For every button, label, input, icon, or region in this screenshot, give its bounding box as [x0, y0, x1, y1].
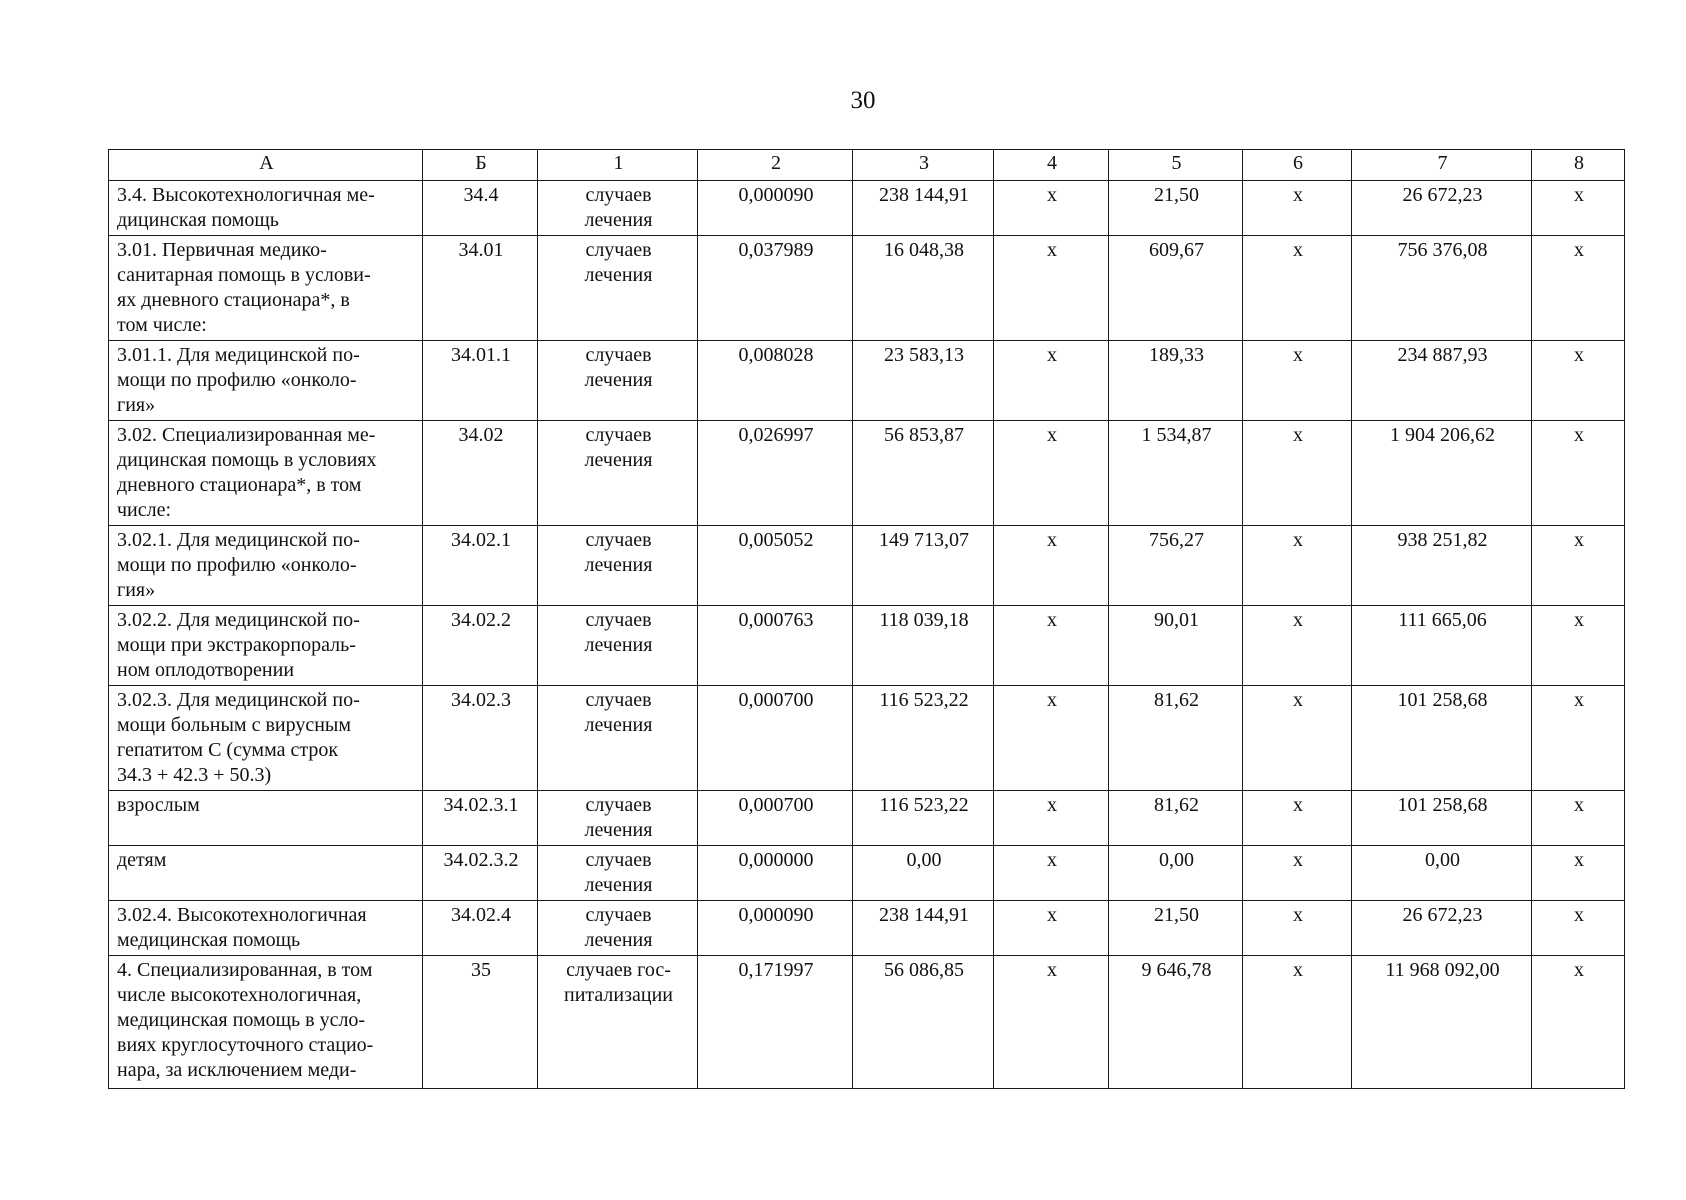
row-value-col5: 756,27: [1109, 526, 1243, 606]
row-value-col3: 238 144,91: [853, 181, 994, 236]
row-value-col5: 90,01: [1109, 606, 1243, 686]
row-code-cell: 34.02.2: [423, 606, 538, 686]
row-value-col3: 16 048,38: [853, 236, 994, 341]
row-unit-cell: случаев лечения: [538, 791, 698, 846]
row-code-cell: 34.02.1: [423, 526, 538, 606]
row-value-col2: 0,000090: [698, 181, 853, 236]
row-value-col7: 26 672,23: [1352, 181, 1532, 236]
row-value-col7: 26 672,23: [1352, 901, 1532, 956]
row-unit-cell: случаев лечения: [538, 846, 698, 901]
row-code-cell: 35: [423, 956, 538, 1089]
table-row: [109, 846, 1625, 901]
table-row: [109, 686, 1625, 791]
row-value-col8: х: [1532, 791, 1625, 846]
row-value-col5: 189,33: [1109, 341, 1243, 421]
row-value-col2: 0,000090: [698, 901, 853, 956]
row-value-col6: х: [1243, 901, 1352, 956]
row-value-col2: 0,005052: [698, 526, 853, 606]
row-value-col4: х: [994, 341, 1109, 421]
row-name-cell: 3.02.3. Для медицинской по- мощи больным с вирусным гепатитом С (сумма строк 34.3 + 42.3 + 50.3): [109, 686, 423, 791]
table-row: [109, 421, 1625, 526]
row-unit-cell: случаев лечения: [538, 236, 698, 341]
row-value-col6: х: [1243, 421, 1352, 526]
row-unit-cell: случаев гос- питализации: [538, 956, 698, 1089]
row-value-col3: 23 583,13: [853, 341, 994, 421]
table-row: [109, 526, 1625, 606]
table-header-row: [109, 150, 1625, 181]
table-row: [109, 606, 1625, 686]
row-value-col5: 0,00: [1109, 846, 1243, 901]
table-row: [109, 341, 1625, 421]
row-code-cell: 34.02.3.2: [423, 846, 538, 901]
row-code-cell: 34.02.4: [423, 901, 538, 956]
row-value-col2: 0,008028: [698, 341, 853, 421]
row-name-cell: 3.01.1. Для медицинской по- мощи по профилю «онколо- гия»: [109, 341, 423, 421]
row-unit-cell: случаев лечения: [538, 686, 698, 791]
row-value-col8: х: [1532, 956, 1625, 1089]
row-value-col5: 1 534,87: [1109, 421, 1243, 526]
row-value-col7: 234 887,93: [1352, 341, 1532, 421]
row-value-col5: 609,67: [1109, 236, 1243, 341]
column-header-4: 4: [994, 150, 1109, 181]
row-code-cell: 34.02.3: [423, 686, 538, 791]
row-value-col3: 56 853,87: [853, 421, 994, 526]
row-unit-cell: случаев лечения: [538, 606, 698, 686]
row-code-cell: 34.02.3.1: [423, 791, 538, 846]
row-value-col8: х: [1532, 181, 1625, 236]
row-value-col4: х: [994, 846, 1109, 901]
column-header-2: 2: [698, 150, 853, 181]
row-name-cell: 3.01. Первичная медико- санитарная помощь в услови- ях дневного стационара*, в том числе:: [109, 236, 423, 341]
data-table: [108, 149, 1625, 1089]
row-code-cell: 34.4: [423, 181, 538, 236]
row-unit-cell: случаев лечения: [538, 341, 698, 421]
row-value-col8: х: [1532, 901, 1625, 956]
row-value-col2: 0,171997: [698, 956, 853, 1089]
row-value-col8: х: [1532, 686, 1625, 791]
row-value-col4: х: [994, 181, 1109, 236]
row-name-cell: 4. Специализированная, в том числе высокотехнологичная, медицинская помощь в усло- виях круглосуточного стацио- нара, за исключением меди-: [109, 956, 423, 1089]
row-value-col4: х: [994, 686, 1109, 791]
row-value-col2: 0,026997: [698, 421, 853, 526]
row-value-col2: 0,000000: [698, 846, 853, 901]
row-name-cell: 3.02.4. Высокотехнологичная медицинская помощь: [109, 901, 423, 956]
row-unit-cell: случаев лечения: [538, 421, 698, 526]
column-header-1: 1: [538, 150, 698, 181]
row-name-cell: взрослым: [109, 791, 423, 846]
row-value-col8: х: [1532, 846, 1625, 901]
row-code-cell: 34.02: [423, 421, 538, 526]
row-value-col7: 101 258,68: [1352, 686, 1532, 791]
row-value-col7: 0,00: [1352, 846, 1532, 901]
row-value-col6: х: [1243, 181, 1352, 236]
row-value-col5: 81,62: [1109, 791, 1243, 846]
row-value-col2: 0,037989: [698, 236, 853, 341]
row-name-cell: 3.02.1. Для медицинской по- мощи по профилю «онколо- гия»: [109, 526, 423, 606]
row-unit-cell: случаев лечения: [538, 526, 698, 606]
row-name-cell: 3.02. Специализированная ме- дицинская помощь в условиях дневного стационара*, в том числе:: [109, 421, 423, 526]
column-header-b: Б: [423, 150, 538, 181]
row-value-col4: х: [994, 421, 1109, 526]
column-header-5: 5: [1109, 150, 1243, 181]
row-value-col5: 81,62: [1109, 686, 1243, 791]
row-code-cell: 34.01: [423, 236, 538, 341]
page-number: 30: [850, 87, 876, 114]
row-name-cell: 3.4. Высокотехнологичная ме- дицинская помощь: [109, 181, 423, 236]
row-value-col6: х: [1243, 526, 1352, 606]
row-value-col8: х: [1532, 606, 1625, 686]
row-value-col8: х: [1532, 236, 1625, 341]
row-value-col3: 238 144,91: [853, 901, 994, 956]
column-header-8: 8: [1532, 150, 1625, 181]
row-value-col6: х: [1243, 686, 1352, 791]
row-value-col7: 756 376,08: [1352, 236, 1532, 341]
row-value-col2: 0,000700: [698, 686, 853, 791]
row-value-col4: х: [994, 606, 1109, 686]
row-value-col5: 21,50: [1109, 181, 1243, 236]
row-name-cell: 3.02.2. Для медицинской по- мощи при экстракорпораль- ном оплодотворении: [109, 606, 423, 686]
table-body: [109, 181, 1625, 1089]
row-value-col8: х: [1532, 526, 1625, 606]
column-header-7: 7: [1352, 150, 1532, 181]
table-row: [109, 181, 1625, 236]
row-value-col6: х: [1243, 846, 1352, 901]
row-value-col7: 1 904 206,62: [1352, 421, 1532, 526]
row-value-col4: х: [994, 901, 1109, 956]
row-value-col6: х: [1243, 791, 1352, 846]
row-value-col3: 118 039,18: [853, 606, 994, 686]
row-unit-cell: случаев лечения: [538, 181, 698, 236]
row-value-col6: х: [1243, 956, 1352, 1089]
table-row: [109, 956, 1625, 1089]
row-value-col5: 21,50: [1109, 901, 1243, 956]
table-row: [109, 901, 1625, 956]
row-value-col8: х: [1532, 341, 1625, 421]
table-row: [109, 791, 1625, 846]
row-value-col3: 0,00: [853, 846, 994, 901]
row-value-col3: 116 523,22: [853, 686, 994, 791]
column-header-3: 3: [853, 150, 994, 181]
row-unit-cell: случаев лечения: [538, 901, 698, 956]
column-header-a: А: [109, 150, 423, 181]
row-value-col4: х: [994, 956, 1109, 1089]
row-value-col6: х: [1243, 606, 1352, 686]
row-value-col7: 101 258,68: [1352, 791, 1532, 846]
row-value-col4: х: [994, 236, 1109, 341]
row-value-col3: 56 086,85: [853, 956, 994, 1089]
row-value-col7: 11 968 092,00: [1352, 956, 1532, 1089]
column-header-6: 6: [1243, 150, 1352, 181]
row-value-col2: 0,000700: [698, 791, 853, 846]
row-value-col2: 0,000763: [698, 606, 853, 686]
row-value-col4: х: [994, 526, 1109, 606]
row-value-col4: х: [994, 791, 1109, 846]
row-value-col3: 149 713,07: [853, 526, 994, 606]
table-row: [109, 236, 1625, 341]
row-value-col6: х: [1243, 341, 1352, 421]
row-value-col7: 938 251,82: [1352, 526, 1532, 606]
row-value-col6: х: [1243, 236, 1352, 341]
row-code-cell: 34.01.1: [423, 341, 538, 421]
row-value-col3: 116 523,22: [853, 791, 994, 846]
row-value-col8: х: [1532, 421, 1625, 526]
row-value-col5: 9 646,78: [1109, 956, 1243, 1089]
row-name-cell: детям: [109, 846, 423, 901]
row-value-col7: 111 665,06: [1352, 606, 1532, 686]
